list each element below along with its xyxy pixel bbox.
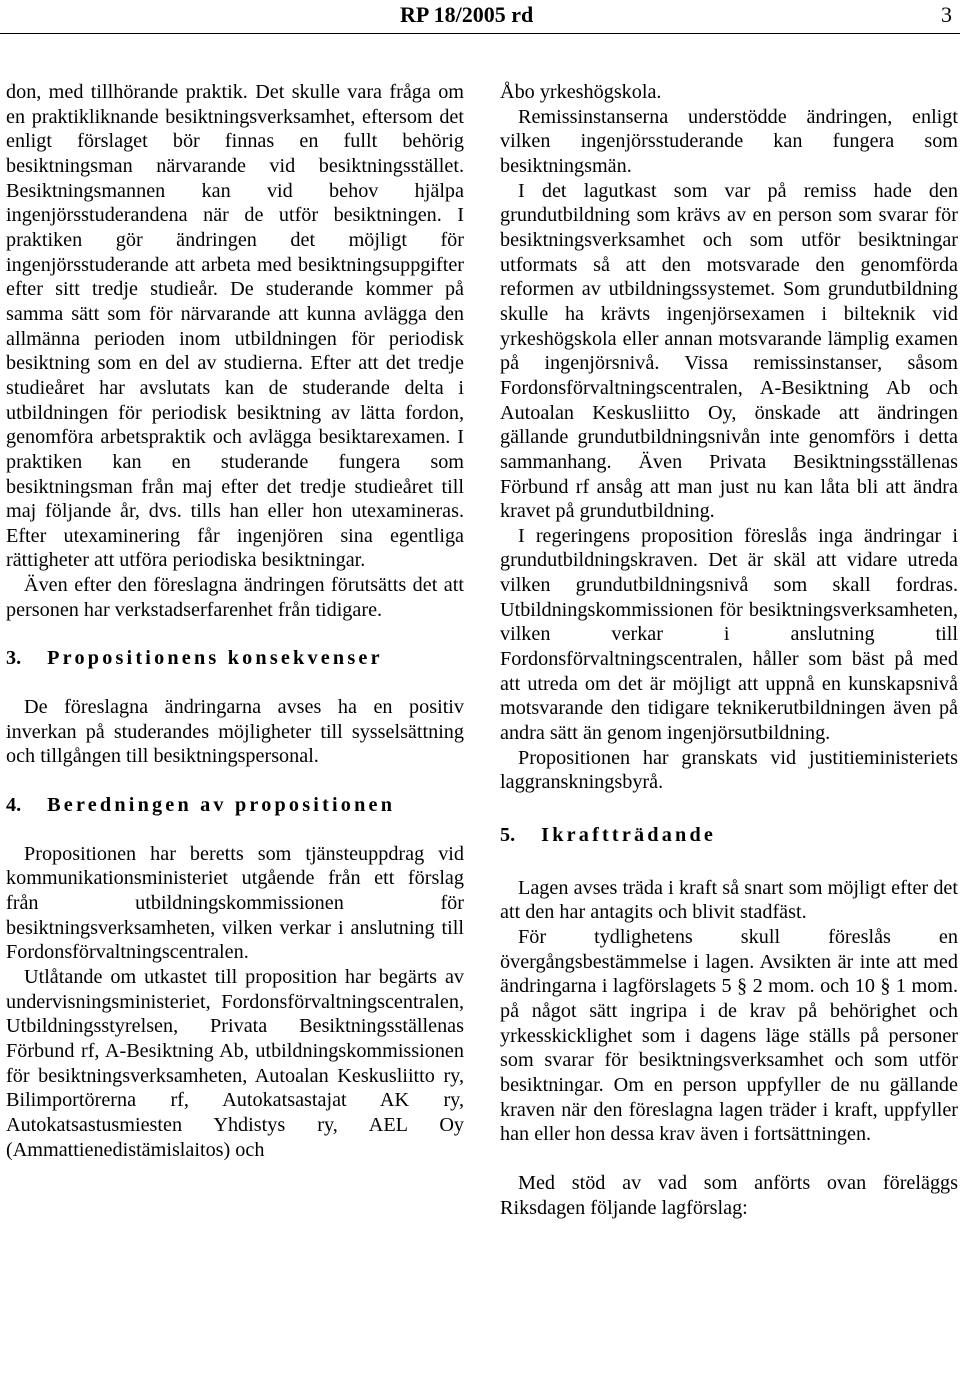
paragraph: Propositionen har granskats vid justitieministeriets laggranskningsbyrå. <box>500 746 958 794</box>
paragraph: Även efter den föreslagna ändringen förutsätts det att personen har verkstadserfarenhet från tidigare. <box>6 574 464 621</box>
paragraph: Remissinstanserna understödde ändringen, enligt vilken ingenjörsstuderande kan fungera som besiktningsmän. <box>500 105 958 177</box>
page-header <box>0 0 960 34</box>
paragraph: De föreslagna ändringarna avses ha en positiv inverkan på studerandes möjligheter till sysselsättning och tillgången till besiktningspersonal. <box>6 696 464 768</box>
section-title: Beredningen av propositionen <box>47 794 396 817</box>
section-title: Propositionens konsekvenser <box>47 647 383 670</box>
left-column <box>6 80 464 1162</box>
right-column <box>500 80 958 1220</box>
paragraph: För tydlighetens skull föreslås en övergångsbestämmelse i lagen. Avsikten är inte att med ändringarna i lagförslagets 5 § 2 mom. och 10 § 1 mom. på något sätt ingripa i de krav på behörighet och yrkesskicklighet som i dagens läge ställs på personer som svarar för besiktningsverksamhet och som utför besiktningar. Om en person uppfyller de nu gällande kraven när den föreslagna lagen träder i kraft, uppfyller han eller hon dessa krav även i fortsättningen. <box>500 926 958 1146</box>
paragraph: Lagen avses träda i kraft så snart som möjligt efter det att den har antagits och blivit stadfäst. <box>500 876 958 924</box>
section-3-heading <box>6 646 464 671</box>
paragraph: I det lagutkast som var på remiss hade den grundutbildning som krävs av en person som svarar för besiktningsverksamhet och som utför besiktningar utformats så att den motsvarade den genomförda reformen av utbildningssystemet. Som grundutbildning skulle ha krävts ingenjörsexamen i bilteknik vid yrkeshögskola eller annan motsvarande lämplig examen på ingenjörsnivå. Vissa remissinstanser, såsom Fordonsförvaltningscentralen, A-Besiktning Ab och Autoalan Keskusliitto Oy, önskade att ändringen gällande grundutbildningsnivån inte genomförs i detta sammanhang. Även Privata Besiktningsställenas Förbund rf ansåg att man just nu kan låta bli att ändra kravet på grundutbildning. <box>500 179 958 523</box>
paragraph: I regeringens proposition föreslås inga ändringar i grundutbildningskraven. Det är skäl att vidare utreda vilken grundutbildningsnivå som skall fordras. Utbildningskommissionen för besiktningsverksamheten, vilken verkar i anslutning till Fordonsförvaltningscentralen, håller som bäst på med att utreda om det är möjligt att uppnå en kunskapsnivå motsvarande den tidigare teknikerutbildningen även på andra sätt än genom ingenjörsutbildning. <box>500 524 958 745</box>
section-5-heading <box>500 823 958 848</box>
paragraph: Propositionen har beretts som tjänsteuppdrag vid kommunikationsministeriet utgående från ett förslag från utbildningskommissionen för besiktningsverksamheten, vilken verkar i anslutning till Fordonsförvaltningscentralen. <box>6 842 464 964</box>
document-id: RP 18/2005 rd <box>400 2 534 27</box>
section-number: 3. <box>6 647 22 670</box>
paragraph: Med stöd av vad som anförts ovan föreläggs Riksdagen följande lagförslag: <box>500 1171 958 1219</box>
section-number: 5. <box>500 824 516 847</box>
section-number: 4. <box>6 794 22 817</box>
paragraph: don, med tillhörande praktik. Det skulle vara fråga om en praktikliknande besiktningsverksamhet, eftersom det enligt förslaget bör finnas en fullt behörig besiktningsman närvarande vid besiktningsstället. Besiktningsmannen kan vid behov hjälpa ingenjörsstuderandena när de utför besiktningen. I praktiken gör ändringen det möjligt för ingenjörsstuderande att arbeta med besiktningsuppgifter efter sitt tredje studieår. De studerande kommer på samma sätt som för närvarande att kunna avlägga den allmänna perioden inom utbildningen för periodisk besiktning som en del av studierna. Efter att det tredje studieåret har avslutats kan de studerande delta i utbildningen för periodisk besiktning av lätta fordon, genomföra arbetspraktik och avlägga besiktarexamen. I praktiken kan en studerande fungera som besiktningsman från maj efter det tredje studieåret till maj följande år, dvs. tills han eller hon utexamineras. Efter utexaminering får ingenjören sina egentliga rättigheter att utföra periodiska besiktningar. <box>6 81 464 572</box>
paragraph: Utlåtande om utkastet till proposition har begärts av undervisningsministeriet, Fordonsförvaltningscentralen, Utbildningsstyrelsen, Privata Besiktningsställenas Förbund rf, A-Besiktning Ab, utbildningskommissionen för besiktningsverksamheten, Autoalan Keskusliitto ry, Bilimportörerna rf, Autokatsastajat AK ry, Autokatsastusmiesten Yhdistys ry, AEL Oy (Ammattienedistämislaitos) och <box>6 966 464 1161</box>
paragraph: Åbo yrkeshögskola. <box>500 81 662 103</box>
header-rule <box>0 33 960 34</box>
section-title: Ikraftträdande <box>541 824 717 847</box>
section-4-heading <box>6 793 464 818</box>
page-number: 3 <box>941 2 952 27</box>
